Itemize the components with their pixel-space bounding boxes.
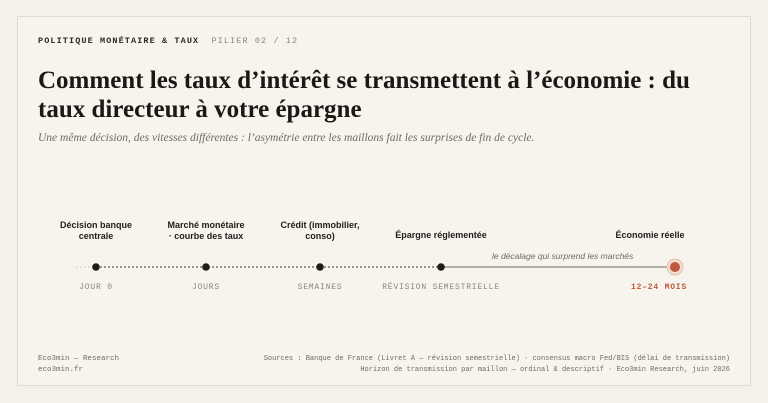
- footer-sources: [264, 354, 730, 376]
- node-label-savings: [381, 230, 501, 241]
- node-label-money-market: [146, 220, 266, 242]
- methodology-note: Horizon de transmission par maillon — ordinal & descriptif · Eco3min Research, juin 2026: [360, 366, 730, 374]
- node-label-line: Crédit (immobilier,: [280, 220, 360, 230]
- horizon-label-day0: JOUR 0: [79, 283, 113, 292]
- section-label: POLITIQUE MONÉTAIRE & TAUX: [38, 36, 200, 46]
- lag-annotation: le décalage qui surprend les marchés: [492, 251, 634, 261]
- horizon-label-days: JOURS: [191, 283, 220, 292]
- node-label-central-bank: [36, 220, 156, 242]
- page-title: Comment les taux d’intérêt se transmettent à l’économie : du taux directeur à votre épargne: [38, 67, 690, 123]
- node-label-line: Économie réelle: [615, 230, 685, 240]
- timeline-node-2: [316, 263, 324, 271]
- timeline-node-3: [437, 263, 445, 271]
- pillar-label: PILIER 02 / 12: [211, 36, 299, 46]
- node-label-line: centrale: [78, 231, 114, 241]
- node-label-real-economy: [590, 230, 710, 241]
- footer-brand: [38, 354, 119, 376]
- node-label-credit: [260, 220, 380, 242]
- page-subtitle: Une même décision, des vitesses différentes : l’asymétrie entre les maillons fait les surprises de fin de cycle.: [38, 132, 535, 144]
- timeline-node-0: [92, 263, 100, 271]
- brand-site-link[interactable]: eco3min.fr: [38, 366, 84, 374]
- sources-text: Sources : Banque de France (Livret A — révision semestrielle) · consensus macro Fed/BIS (délai de transmission): [263, 355, 730, 363]
- node-label-line: · courbe des taux: [168, 231, 244, 241]
- timeline-node-1: [202, 263, 210, 271]
- horizon-label-weeks: SEMAINES: [297, 283, 343, 292]
- horizon-label-months: 12–24 MOIS: [630, 283, 687, 292]
- timeline-node-4: [670, 262, 680, 272]
- node-label-line: Décision banque: [59, 220, 132, 230]
- node-label-line: conso): [305, 231, 335, 241]
- horizon-label-semester: RÉVISION SEMESTRIELLE: [382, 283, 500, 292]
- node-label-line: Épargne réglementée: [395, 230, 487, 240]
- node-label-line: Marché monétaire: [167, 220, 245, 230]
- brand-name: Eco3min — Research: [38, 355, 120, 363]
